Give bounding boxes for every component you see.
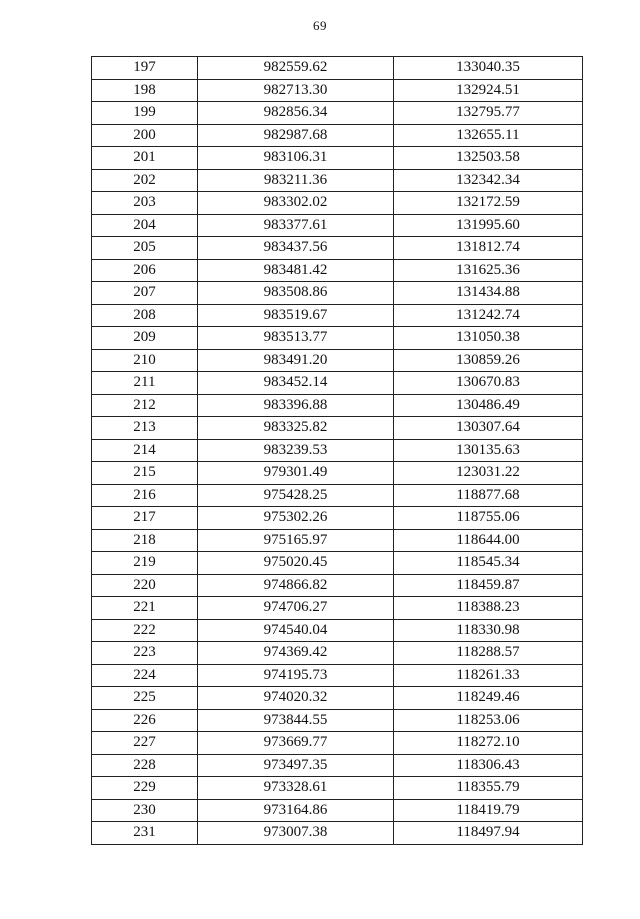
table-row xyxy=(92,282,583,305)
y-coordinate-cell: 118755.06 xyxy=(394,507,583,530)
y-coordinate-cell: 118261.33 xyxy=(394,664,583,687)
x-coordinate-cell: 983211.36 xyxy=(198,169,394,192)
y-coordinate-cell: 131625.36 xyxy=(394,259,583,282)
point-number-cell: 211 xyxy=(92,372,198,395)
x-coordinate-cell: 983452.14 xyxy=(198,372,394,395)
table-row xyxy=(92,259,583,282)
point-number-cell: 218 xyxy=(92,529,198,552)
x-coordinate-cell: 983396.88 xyxy=(198,394,394,417)
point-number-cell: 214 xyxy=(92,439,198,462)
x-coordinate-cell: 983437.56 xyxy=(198,237,394,260)
page-number: 69 xyxy=(313,18,327,33)
table-row xyxy=(92,507,583,530)
table-row xyxy=(92,552,583,575)
y-coordinate-cell: 118249.46 xyxy=(394,687,583,710)
table-row xyxy=(92,417,583,440)
x-coordinate-cell: 982713.30 xyxy=(198,79,394,102)
x-coordinate-cell: 975020.45 xyxy=(198,552,394,575)
point-number-cell: 227 xyxy=(92,732,198,755)
y-coordinate-cell: 118459.87 xyxy=(394,574,583,597)
x-coordinate-cell: 974866.82 xyxy=(198,574,394,597)
point-number-cell: 208 xyxy=(92,304,198,327)
x-coordinate-cell: 983519.67 xyxy=(198,304,394,327)
x-coordinate-cell: 983513.77 xyxy=(198,327,394,350)
point-number-cell: 201 xyxy=(92,147,198,170)
y-coordinate-cell: 118253.06 xyxy=(394,709,583,732)
table-row xyxy=(92,462,583,485)
coordinates-table xyxy=(91,56,583,845)
y-coordinate-cell: 131242.74 xyxy=(394,304,583,327)
point-number-cell: 204 xyxy=(92,214,198,237)
x-coordinate-cell: 974706.27 xyxy=(198,597,394,620)
table-row xyxy=(92,777,583,800)
x-coordinate-cell: 983508.86 xyxy=(198,282,394,305)
table-row xyxy=(92,214,583,237)
table-row xyxy=(92,372,583,395)
y-coordinate-cell: 118306.43 xyxy=(394,754,583,777)
point-number-cell: 226 xyxy=(92,709,198,732)
table-row xyxy=(92,687,583,710)
x-coordinate-cell: 973669.77 xyxy=(198,732,394,755)
x-coordinate-cell: 975165.97 xyxy=(198,529,394,552)
y-coordinate-cell: 118330.98 xyxy=(394,619,583,642)
y-coordinate-cell: 118272.10 xyxy=(394,732,583,755)
y-coordinate-cell: 131812.74 xyxy=(394,237,583,260)
table-row xyxy=(92,147,583,170)
y-coordinate-cell: 118877.68 xyxy=(394,484,583,507)
y-coordinate-cell: 131434.88 xyxy=(394,282,583,305)
y-coordinate-cell: 118355.79 xyxy=(394,777,583,800)
table-row xyxy=(92,799,583,822)
point-number-cell: 225 xyxy=(92,687,198,710)
table-row xyxy=(92,327,583,350)
x-coordinate-cell: 975428.25 xyxy=(198,484,394,507)
y-coordinate-cell: 131995.60 xyxy=(394,214,583,237)
point-number-cell: 231 xyxy=(92,822,198,845)
point-number-cell: 197 xyxy=(92,57,198,80)
table-row xyxy=(92,102,583,125)
x-coordinate-cell: 974369.42 xyxy=(198,642,394,665)
point-number-cell: 199 xyxy=(92,102,198,125)
y-coordinate-cell: 132795.77 xyxy=(394,102,583,125)
x-coordinate-cell: 983325.82 xyxy=(198,417,394,440)
point-number-cell: 220 xyxy=(92,574,198,597)
y-coordinate-cell: 131050.38 xyxy=(394,327,583,350)
point-number-cell: 217 xyxy=(92,507,198,530)
point-number-cell: 206 xyxy=(92,259,198,282)
x-coordinate-cell: 975302.26 xyxy=(198,507,394,530)
table-row xyxy=(92,619,583,642)
x-coordinate-cell: 983491.20 xyxy=(198,349,394,372)
point-number-cell: 224 xyxy=(92,664,198,687)
point-number-cell: 230 xyxy=(92,799,198,822)
y-coordinate-cell: 118497.94 xyxy=(394,822,583,845)
y-coordinate-cell: 130670.83 xyxy=(394,372,583,395)
point-number-cell: 216 xyxy=(92,484,198,507)
table-row xyxy=(92,79,583,102)
point-number-cell: 219 xyxy=(92,552,198,575)
y-coordinate-cell: 118288.57 xyxy=(394,642,583,665)
y-coordinate-cell: 130859.26 xyxy=(394,349,583,372)
x-coordinate-cell: 983106.31 xyxy=(198,147,394,170)
table-row xyxy=(92,169,583,192)
point-number-cell: 198 xyxy=(92,79,198,102)
y-coordinate-cell: 132655.11 xyxy=(394,124,583,147)
point-number-cell: 205 xyxy=(92,237,198,260)
y-coordinate-cell: 132172.59 xyxy=(394,192,583,215)
x-coordinate-cell: 973844.55 xyxy=(198,709,394,732)
table-row xyxy=(92,732,583,755)
table-row xyxy=(92,57,583,80)
table-row xyxy=(92,484,583,507)
x-coordinate-cell: 983302.02 xyxy=(198,192,394,215)
table-row xyxy=(92,754,583,777)
x-coordinate-cell: 973497.35 xyxy=(198,754,394,777)
table-row xyxy=(92,439,583,462)
x-coordinate-cell: 973164.86 xyxy=(198,799,394,822)
x-coordinate-cell: 983481.42 xyxy=(198,259,394,282)
table-row xyxy=(92,709,583,732)
point-number-cell: 209 xyxy=(92,327,198,350)
point-number-cell: 202 xyxy=(92,169,198,192)
point-number-cell: 212 xyxy=(92,394,198,417)
point-number-cell: 210 xyxy=(92,349,198,372)
y-coordinate-cell: 118419.79 xyxy=(394,799,583,822)
x-coordinate-cell: 974540.04 xyxy=(198,619,394,642)
x-coordinate-cell: 983239.53 xyxy=(198,439,394,462)
point-number-cell: 221 xyxy=(92,597,198,620)
x-coordinate-cell: 974020.32 xyxy=(198,687,394,710)
x-coordinate-cell: 973328.61 xyxy=(198,777,394,800)
x-coordinate-cell: 973007.38 xyxy=(198,822,394,845)
y-coordinate-cell: 133040.35 xyxy=(394,57,583,80)
point-number-cell: 215 xyxy=(92,462,198,485)
y-coordinate-cell: 132503.58 xyxy=(394,147,583,170)
point-number-cell: 200 xyxy=(92,124,198,147)
y-coordinate-cell: 130307.64 xyxy=(394,417,583,440)
x-coordinate-cell: 982559.62 xyxy=(198,57,394,80)
point-number-cell: 228 xyxy=(92,754,198,777)
coordinates-table-body xyxy=(92,57,583,845)
y-coordinate-cell: 118388.23 xyxy=(394,597,583,620)
table-row xyxy=(92,304,583,327)
table-row xyxy=(92,124,583,147)
y-coordinate-cell: 130135.63 xyxy=(394,439,583,462)
table-row xyxy=(92,349,583,372)
x-coordinate-cell: 982856.34 xyxy=(198,102,394,125)
y-coordinate-cell: 118545.34 xyxy=(394,552,583,575)
x-coordinate-cell: 982987.68 xyxy=(198,124,394,147)
point-number-cell: 222 xyxy=(92,619,198,642)
point-number-cell: 223 xyxy=(92,642,198,665)
y-coordinate-cell: 123031.22 xyxy=(394,462,583,485)
y-coordinate-cell: 132924.51 xyxy=(394,79,583,102)
y-coordinate-cell: 118644.00 xyxy=(394,529,583,552)
table-row xyxy=(92,574,583,597)
point-number-cell: 203 xyxy=(92,192,198,215)
point-number-cell: 213 xyxy=(92,417,198,440)
y-coordinate-cell: 130486.49 xyxy=(394,394,583,417)
x-coordinate-cell: 979301.49 xyxy=(198,462,394,485)
table-row xyxy=(92,237,583,260)
point-number-cell: 207 xyxy=(92,282,198,305)
table-row xyxy=(92,529,583,552)
table-row xyxy=(92,597,583,620)
table-row xyxy=(92,394,583,417)
table-row xyxy=(92,642,583,665)
x-coordinate-cell: 983377.61 xyxy=(198,214,394,237)
table-row xyxy=(92,664,583,687)
x-coordinate-cell: 974195.73 xyxy=(198,664,394,687)
table-row xyxy=(92,822,583,845)
y-coordinate-cell: 132342.34 xyxy=(394,169,583,192)
table-row xyxy=(92,192,583,215)
point-number-cell: 229 xyxy=(92,777,198,800)
